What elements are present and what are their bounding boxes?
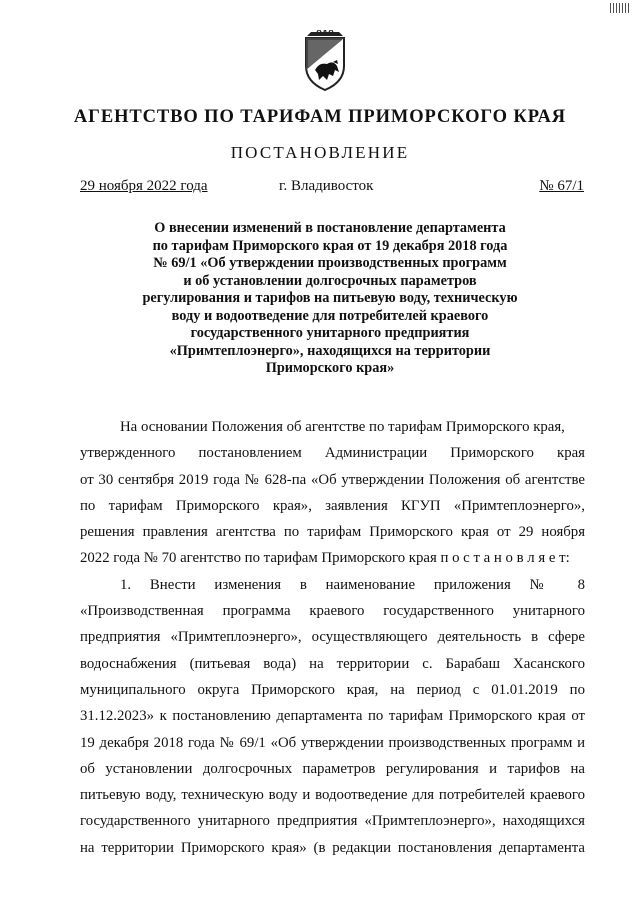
- title-line: Приморского края»: [265, 360, 395, 376]
- document-city: г. Владивосток: [279, 178, 374, 194]
- title-line: «Примтеплоэнерго», находящихся на территории: [169, 342, 491, 359]
- page-corner-mark: [610, 3, 630, 13]
- body-line: предприятия «Примтеплоэнерго», осуществляющего деятельность в сфере: [80, 629, 585, 646]
- document-type: ПОСТАНОВЛЕНИЕ: [230, 143, 410, 162]
- document-body: [80, 414, 585, 861]
- agency-name: АГЕНТСТВО ПО ТАРИФАМ ПРИМОРСКОГО КРАЯ: [73, 107, 567, 127]
- body-line: На основании Положения об агентстве по тарифам Приморского края,: [120, 419, 565, 435]
- title-line: и об установлении долгосрочных параметров: [183, 272, 477, 289]
- title-line: государственного унитарного предприятия: [190, 325, 470, 341]
- body-line: утвержденного постановлением Администрации Приморского края: [80, 445, 585, 462]
- coat-of-arms-icon: [303, 30, 347, 92]
- body-line: питьевую воду, техническую воду и водоотведение для потребителей краевого: [80, 787, 585, 804]
- title-line: воду и водоотведение для потребителей краевого: [171, 307, 489, 324]
- document-title: [110, 220, 550, 378]
- title-line: по тарифам Приморского края от 19 декабря 2018 года: [152, 237, 508, 254]
- title-line: О внесении изменений в постановление департамента: [154, 220, 506, 236]
- body-line: 1. Внести изменения в наименование приложения № 8: [120, 576, 585, 593]
- body-line: решения правления агентства по тарифам Приморского края от 29 ноября: [80, 524, 585, 541]
- body-line: водоснабжения (питьевая вода) на территории с. Барабаш Хасанского: [80, 655, 585, 672]
- body-line: муниципального округа Приморского края, на период с 01.01.2019 по: [80, 681, 585, 698]
- title-line: регулирования и тарифов на питьевую воду, техническую: [142, 290, 518, 306]
- title-line: № 69/1 «Об утверждении производственных программ: [153, 255, 507, 271]
- document-date: 29 ноября 2022 года: [80, 178, 208, 194]
- body-line: «Производственная программа краевого государственного унитарного: [80, 603, 585, 620]
- body-line: 19 декабря 2018 года № 69/1 «Об утверждении производственных программ и: [80, 734, 585, 751]
- body-line: 2022 года № 70 агентство по тарифам Приморского края п о с т а н о в л я е т:: [80, 550, 570, 567]
- body-line: государственного унитарного предприятия «Примтеплоэнерго», находящихся: [80, 813, 585, 830]
- body-line: по тарифам Приморского края», заявления КГУП «Примтеплоэнерго»,: [80, 497, 585, 514]
- body-line: об установлении долгосрочных параметров регулирования и тарифов на: [80, 760, 585, 777]
- body-line: от 30 сентября 2019 года № 628-па «Об утверждении Положения об агентстве: [80, 471, 585, 488]
- document-number: № 67/1: [539, 178, 584, 194]
- body-line: 31.12.2023» к постановлению департамента по тарифам Приморского края от: [80, 708, 585, 725]
- body-line: на территории Приморского края» (в редакции постановления департамента: [80, 839, 585, 856]
